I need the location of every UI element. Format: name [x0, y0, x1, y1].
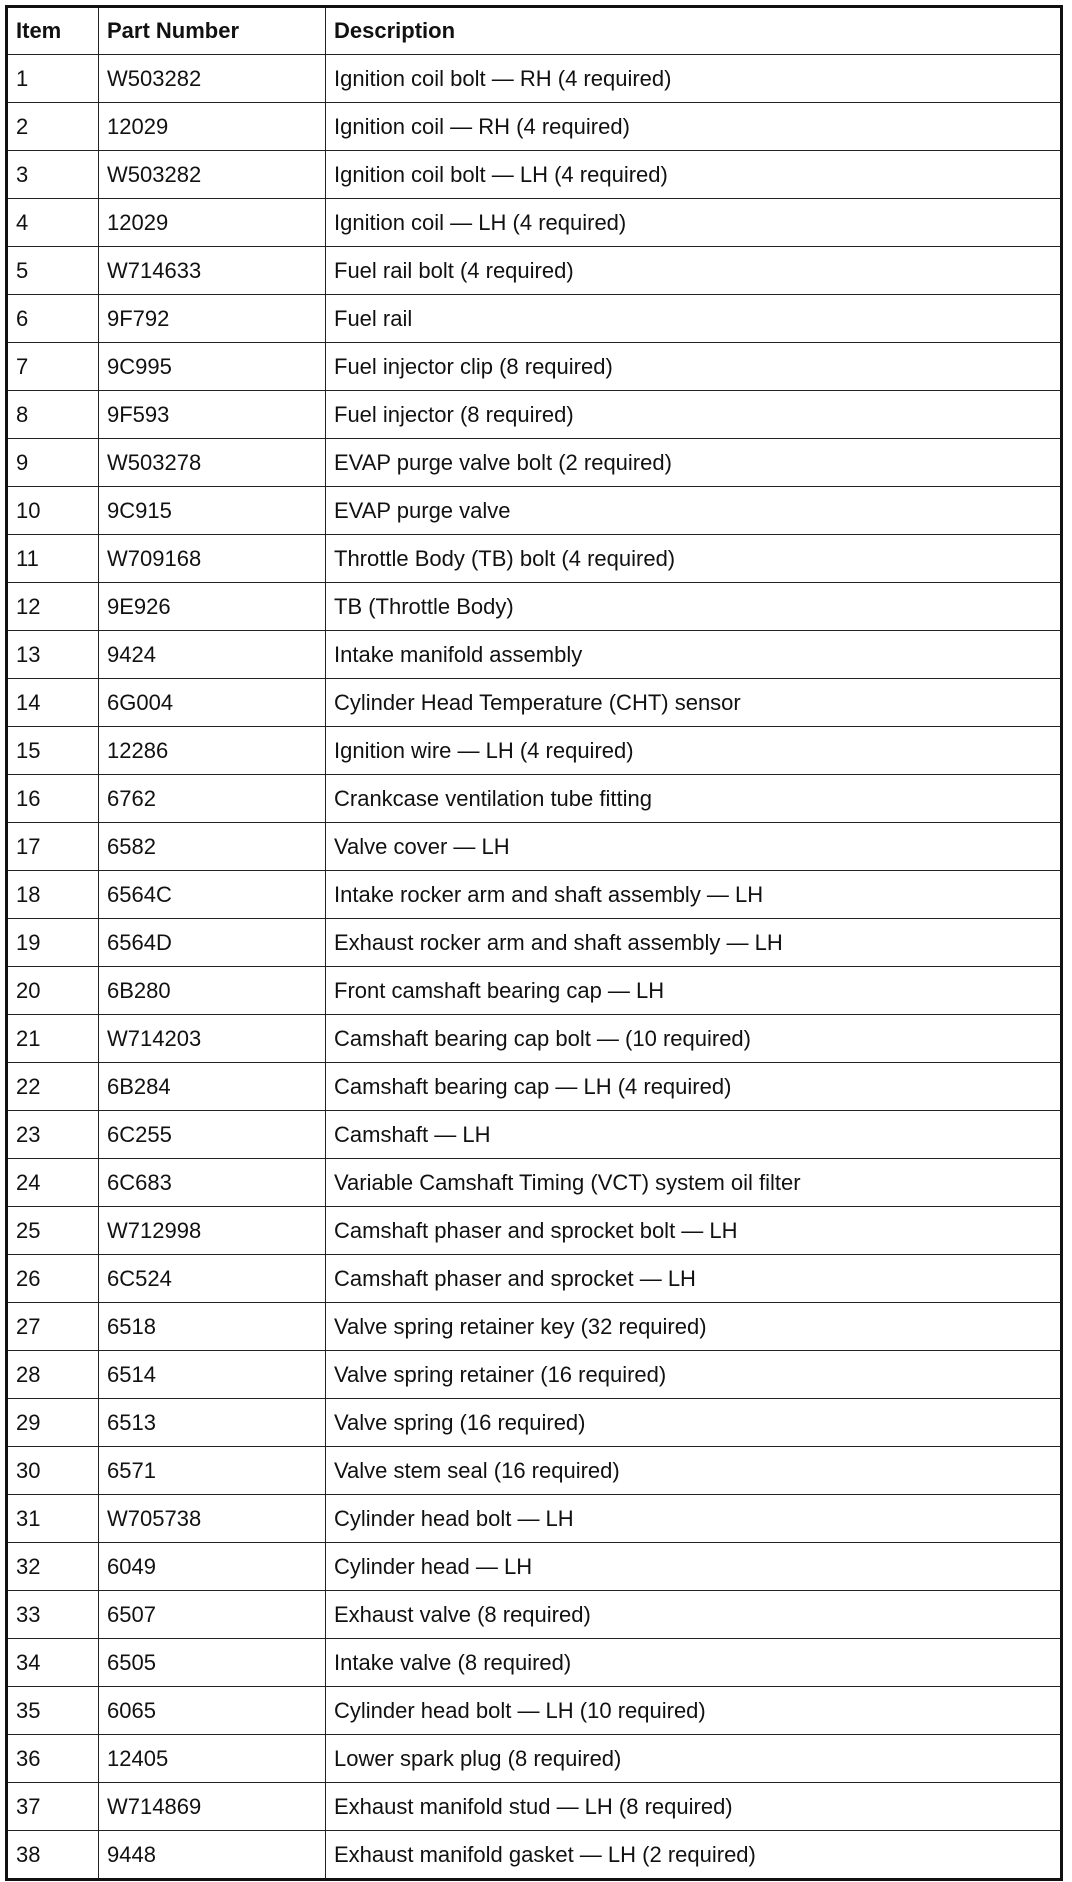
cell-item: 20 — [7, 967, 99, 1015]
cell-item: 18 — [7, 871, 99, 919]
cell-description: Cylinder head bolt — LH (10 required) — [326, 1687, 1062, 1735]
cell-description: Ignition wire — LH (4 required) — [326, 727, 1062, 775]
table-row — [7, 1447, 1062, 1495]
cell-part-number: 12029 — [99, 199, 326, 247]
cell-description: Valve spring retainer (16 required) — [326, 1351, 1062, 1399]
cell-description: Camshaft phaser and sprocket bolt — LH — [326, 1207, 1062, 1255]
cell-part-number: 9C915 — [99, 487, 326, 535]
cell-part-number: 6505 — [99, 1639, 326, 1687]
table-row — [7, 1063, 1062, 1111]
table-row — [7, 1159, 1062, 1207]
cell-part-number: 6513 — [99, 1399, 326, 1447]
cell-description: Variable Camshaft Timing (VCT) system oil filter — [326, 1159, 1062, 1207]
cell-part-number: 6564C — [99, 871, 326, 919]
table-row — [7, 487, 1062, 535]
cell-description: TB (Throttle Body) — [326, 583, 1062, 631]
cell-part-number: 6582 — [99, 823, 326, 871]
table-row — [7, 199, 1062, 247]
table-row — [7, 1687, 1062, 1735]
cell-part-number: W705738 — [99, 1495, 326, 1543]
table-row — [7, 727, 1062, 775]
cell-part-number: 6518 — [99, 1303, 326, 1351]
cell-item: 15 — [7, 727, 99, 775]
cell-part-number: 12405 — [99, 1735, 326, 1783]
cell-part-number: 6C683 — [99, 1159, 326, 1207]
cell-part-number: 6762 — [99, 775, 326, 823]
cell-description: Valve spring retainer key (32 required) — [326, 1303, 1062, 1351]
cell-description: Lower spark plug (8 required) — [326, 1735, 1062, 1783]
cell-item: 27 — [7, 1303, 99, 1351]
cell-item: 34 — [7, 1639, 99, 1687]
table-row — [7, 151, 1062, 199]
cell-item: 19 — [7, 919, 99, 967]
cell-item: 11 — [7, 535, 99, 583]
cell-description: Exhaust valve (8 required) — [326, 1591, 1062, 1639]
cell-part-number: 6514 — [99, 1351, 326, 1399]
cell-item: 33 — [7, 1591, 99, 1639]
cell-part-number: 12286 — [99, 727, 326, 775]
cell-description: Valve stem seal (16 required) — [326, 1447, 1062, 1495]
cell-description: Camshaft phaser and sprocket — LH — [326, 1255, 1062, 1303]
cell-item: 7 — [7, 343, 99, 391]
header-row — [7, 7, 1062, 55]
header-item: Item — [7, 7, 99, 55]
cell-description: Fuel injector (8 required) — [326, 391, 1062, 439]
cell-description: Fuel rail — [326, 295, 1062, 343]
table-row — [7, 1783, 1062, 1831]
cell-description: Crankcase ventilation tube fitting — [326, 775, 1062, 823]
cell-description: Intake manifold assembly — [326, 631, 1062, 679]
cell-item: 17 — [7, 823, 99, 871]
cell-description: EVAP purge valve bolt (2 required) — [326, 439, 1062, 487]
cell-part-number: 6C524 — [99, 1255, 326, 1303]
cell-item: 14 — [7, 679, 99, 727]
cell-item: 8 — [7, 391, 99, 439]
cell-description: Ignition coil — LH (4 required) — [326, 199, 1062, 247]
cell-item: 31 — [7, 1495, 99, 1543]
cell-part-number: 6065 — [99, 1687, 326, 1735]
cell-part-number: 9448 — [99, 1831, 326, 1880]
header-part-number: Part Number — [99, 7, 326, 55]
cell-part-number: W714633 — [99, 247, 326, 295]
cell-part-number: W503282 — [99, 55, 326, 103]
table-row — [7, 103, 1062, 151]
table-row — [7, 823, 1062, 871]
cell-part-number: 12029 — [99, 103, 326, 151]
cell-part-number: 9424 — [99, 631, 326, 679]
cell-part-number: 6571 — [99, 1447, 326, 1495]
table-row — [7, 295, 1062, 343]
table-row — [7, 1255, 1062, 1303]
cell-item: 3 — [7, 151, 99, 199]
table-row — [7, 1735, 1062, 1783]
cell-part-number: W714203 — [99, 1015, 326, 1063]
cell-description: Cylinder Head Temperature (CHT) sensor — [326, 679, 1062, 727]
cell-part-number: 6B280 — [99, 967, 326, 1015]
table-row — [7, 343, 1062, 391]
cell-part-number: 6B284 — [99, 1063, 326, 1111]
cell-part-number: W503278 — [99, 439, 326, 487]
table-row — [7, 1591, 1062, 1639]
parts-table — [5, 5, 1063, 1881]
cell-item: 21 — [7, 1015, 99, 1063]
cell-item: 32 — [7, 1543, 99, 1591]
table-row — [7, 1543, 1062, 1591]
table-row — [7, 391, 1062, 439]
cell-description: Ignition coil — RH (4 required) — [326, 103, 1062, 151]
table-row — [7, 583, 1062, 631]
cell-description: Valve cover — LH — [326, 823, 1062, 871]
cell-description: Fuel rail bolt (4 required) — [326, 247, 1062, 295]
cell-part-number: 9F593 — [99, 391, 326, 439]
cell-item: 37 — [7, 1783, 99, 1831]
cell-item: 22 — [7, 1063, 99, 1111]
table-row — [7, 1207, 1062, 1255]
cell-item: 9 — [7, 439, 99, 487]
cell-part-number: W712998 — [99, 1207, 326, 1255]
table-row — [7, 1015, 1062, 1063]
table-row — [7, 439, 1062, 487]
header-description: Description — [326, 7, 1062, 55]
table-row — [7, 1495, 1062, 1543]
cell-description: Intake rocker arm and shaft assembly — LH — [326, 871, 1062, 919]
cell-description: Camshaft bearing cap bolt — (10 required) — [326, 1015, 1062, 1063]
cell-part-number: W709168 — [99, 535, 326, 583]
table-row — [7, 247, 1062, 295]
table-body — [7, 55, 1062, 1880]
cell-description: Fuel injector clip (8 required) — [326, 343, 1062, 391]
cell-description: Camshaft bearing cap — LH (4 required) — [326, 1063, 1062, 1111]
cell-item: 36 — [7, 1735, 99, 1783]
table-header — [7, 7, 1062, 55]
table-row — [7, 1303, 1062, 1351]
cell-description: Cylinder head bolt — LH — [326, 1495, 1062, 1543]
cell-item: 24 — [7, 1159, 99, 1207]
cell-item: 28 — [7, 1351, 99, 1399]
cell-item: 6 — [7, 295, 99, 343]
cell-item: 16 — [7, 775, 99, 823]
cell-item: 10 — [7, 487, 99, 535]
cell-part-number: 6564D — [99, 919, 326, 967]
cell-description: Exhaust manifold stud — LH (8 required) — [326, 1783, 1062, 1831]
cell-description: Front camshaft bearing cap — LH — [326, 967, 1062, 1015]
cell-item: 2 — [7, 103, 99, 151]
cell-part-number: W714869 — [99, 1783, 326, 1831]
cell-part-number: 9C995 — [99, 343, 326, 391]
table-row — [7, 55, 1062, 103]
cell-description: Ignition coil bolt — RH (4 required) — [326, 55, 1062, 103]
cell-part-number: 9E926 — [99, 583, 326, 631]
cell-item: 35 — [7, 1687, 99, 1735]
cell-description: Camshaft — LH — [326, 1111, 1062, 1159]
table-row — [7, 1351, 1062, 1399]
cell-description: EVAP purge valve — [326, 487, 1062, 535]
table-row — [7, 631, 1062, 679]
cell-item: 5 — [7, 247, 99, 295]
cell-description: Intake valve (8 required) — [326, 1639, 1062, 1687]
table-row — [7, 1399, 1062, 1447]
cell-description: Throttle Body (TB) bolt (4 required) — [326, 535, 1062, 583]
cell-item: 38 — [7, 1831, 99, 1880]
cell-part-number: W503282 — [99, 151, 326, 199]
cell-part-number: 9F792 — [99, 295, 326, 343]
cell-item: 29 — [7, 1399, 99, 1447]
cell-item: 30 — [7, 1447, 99, 1495]
cell-item: 25 — [7, 1207, 99, 1255]
cell-part-number: 6049 — [99, 1543, 326, 1591]
table-row — [7, 919, 1062, 967]
cell-item: 4 — [7, 199, 99, 247]
table-row — [7, 679, 1062, 727]
table-row — [7, 1831, 1062, 1880]
table-row — [7, 775, 1062, 823]
cell-description: Valve spring (16 required) — [326, 1399, 1062, 1447]
cell-description: Ignition coil bolt — LH (4 required) — [326, 151, 1062, 199]
cell-description: Exhaust rocker arm and shaft assembly — LH — [326, 919, 1062, 967]
cell-item: 12 — [7, 583, 99, 631]
table-row — [7, 535, 1062, 583]
cell-item: 23 — [7, 1111, 99, 1159]
cell-description: Cylinder head — LH — [326, 1543, 1062, 1591]
cell-item: 26 — [7, 1255, 99, 1303]
cell-item: 1 — [7, 55, 99, 103]
cell-part-number: 6507 — [99, 1591, 326, 1639]
cell-description: Exhaust manifold gasket — LH (2 required) — [326, 1831, 1062, 1880]
cell-item: 13 — [7, 631, 99, 679]
table-row — [7, 1111, 1062, 1159]
cell-part-number: 6C255 — [99, 1111, 326, 1159]
table-row — [7, 871, 1062, 919]
cell-part-number: 6G004 — [99, 679, 326, 727]
table-row — [7, 1639, 1062, 1687]
table-row — [7, 967, 1062, 1015]
